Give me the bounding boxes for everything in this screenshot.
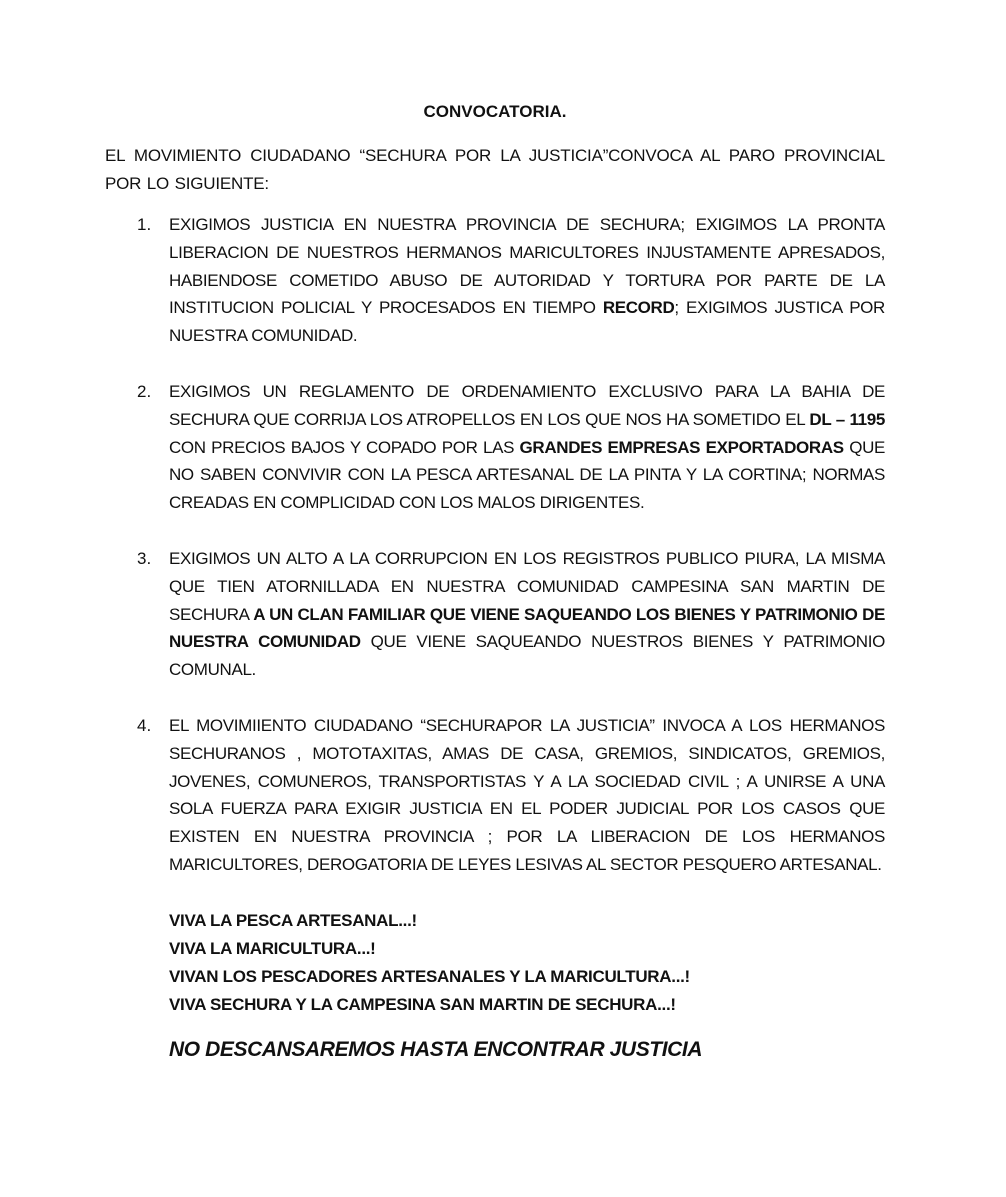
slogan-line: VIVA SECHURA Y LA CAMPESINA SAN MARTIN DE SECHURA...!	[169, 994, 676, 1014]
slogan-line: VIVAN LOS PESCADORES ARTESANALES Y LA MARICULTURA...!	[169, 966, 690, 986]
bold-segment: GRANDES EMPRESAS EXPORTADORAS	[519, 437, 844, 457]
slogan-line: VIVA LA MARICULTURA...!	[169, 938, 376, 958]
text-segment: EXIGIMOS UN ALTO A LA CORRUPCION EN LOS REGISTROS PUBLICO PIURA, LA MISMA QUE TIEN ATORNILLADA EN NUESTRA COMUNIDAD CAMPESINA SAN MARTIN DE SECHURA	[169, 548, 885, 624]
bold-segment: DL – 1195	[809, 409, 885, 429]
text-segment: EXIGIMOS UN REGLAMENTO DE ORDENAMIENTO EXCLUSIVO PARA LA BAHIA DE SECHURA QUE CORRIJA LOS ATROPELLOS EN LOS QUE NOS HA SOMETIDO EL	[169, 381, 885, 429]
text-segment: CON PRECIOS BAJOS Y COPADO POR LAS	[169, 437, 520, 457]
bold-segment: RECORD	[602, 298, 675, 318]
list-item-text	[169, 712, 885, 879]
text-segment: EXIGIMOS JUSTICIA EN NUESTRA PROVINCIA DE SECHURA; EXIGIMOS LA PRONTA LIBERACION DE NUESTROS HERMANOS MARICULTORES INJUSTAMENTE APRESADOS, HABIENDOSE COMETIDO ABUSO DE AUTORIDAD Y TORTURA POR PARTE DE LA INSTITUCION POLICIAL Y PROCESADOS EN TIEMPO	[169, 215, 885, 318]
demands-list	[105, 211, 885, 879]
list-item	[105, 211, 885, 350]
list-item-text	[169, 211, 885, 350]
list-item	[105, 378, 885, 517]
text-segment: QUE VIENE SAQUEANDO NUESTROS BIENES Y PATRIMONIO COMUNAL.	[169, 632, 885, 680]
intro-paragraph: EL MOVIMIENTO CIUDADANO “SECHURA POR LA JUSTICIA”CONVOCA AL PARO PROVINCIAL POR LO SIGUIENTE:	[105, 146, 885, 193]
document-title: CONVOCATORIA.	[423, 102, 567, 121]
list-number: 1.	[137, 215, 152, 234]
list-number: 3.	[137, 548, 152, 568]
list-item-text	[169, 378, 885, 517]
list-item-text	[169, 545, 885, 684]
list-item	[105, 545, 885, 684]
slogans-block	[169, 907, 885, 1019]
text-segment: ; EXIGIMOS JUSTICA POR NUESTRA COMUNIDAD.	[169, 298, 885, 346]
text-segment: EL MOVIMIIENTO CIUDADANO “SECHURAPOR LA JUSTICIA” INVOCA A LOS HERMANOS SECHURANOS , MOTOTAXITAS, AMAS DE CASA, GREMIOS, SINDICATOS, GREMIOS, JOVENES, COMUNEROS, TRANSPORTISTAS Y A LA SOCIEDAD CIVIL ; A UNIRSE A UNA SOLA FUERZA PARA EXIGIR JUSTICIA EN EL PODER JUDICIAL POR LOS CASOS QUE EXISTEN EN NUESTRA PROVINCIA ; POR LA LIBERACION DE LOS HERMANOS MARICULTORES, DEROGATORIA DE LEYES LESIVAS AL SECTOR PESQUERO ARTESANAL.	[169, 715, 885, 874]
document-page	[105, 98, 885, 1065]
slogan-line: VIVA LA PESCA ARTESANAL...!	[169, 910, 417, 930]
list-item	[105, 712, 885, 879]
list-number: 4.	[137, 715, 152, 735]
list-number: 2.	[137, 381, 152, 401]
text-segment: QUE NO SABEN CONVIVIR CON LA PESCA ARTESANAL DE LA PINTA Y LA CORTINA; NORMAS CREADAS EN COMPLICIDAD CON LOS MALOS DIRIGENTES.	[169, 437, 885, 513]
closing-statement: NO DESCANSAREMOS HASTA ENCONTRAR JUSTICIA	[169, 1037, 703, 1061]
bold-segment: A UN CLAN FAMILIAR QUE VIENE SAQUEANDO LOS BIENES Y PATRIMONIO DE NUESTRA COMUNIDAD	[169, 604, 886, 652]
